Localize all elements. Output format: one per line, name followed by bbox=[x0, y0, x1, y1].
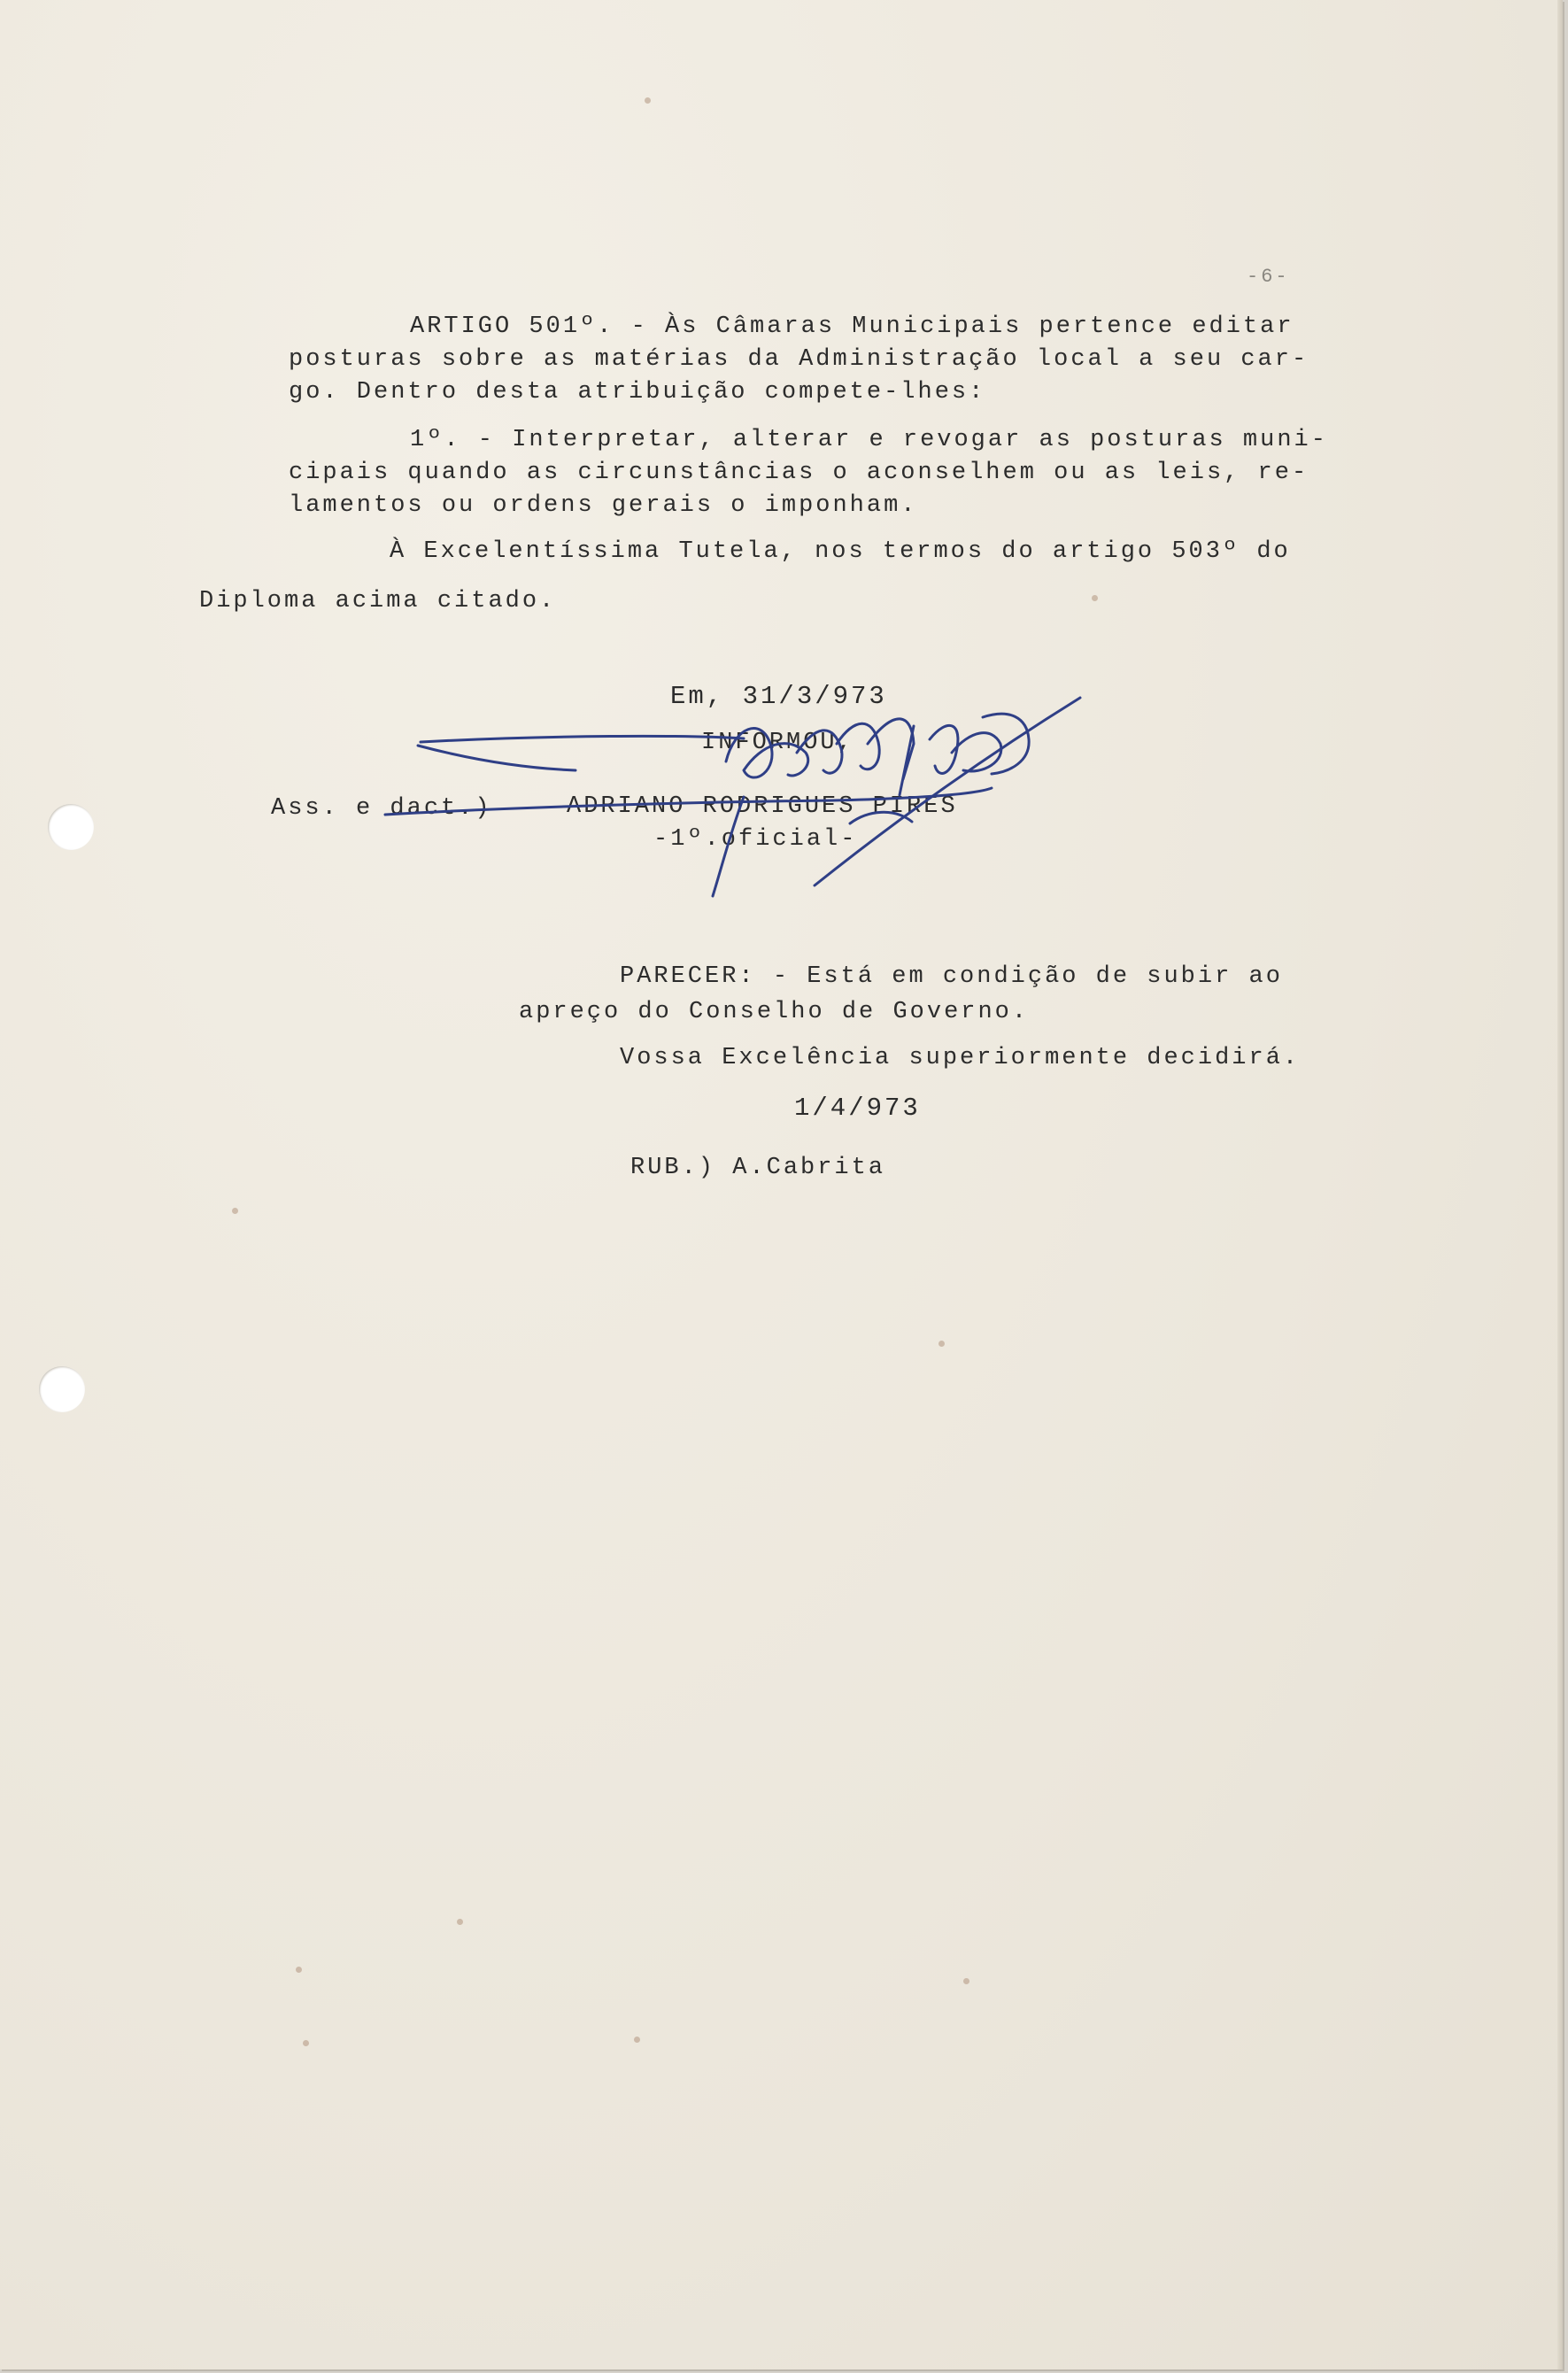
item-line-1: 1º. - Interpretar, alterar e revogar as posturas muni- bbox=[410, 427, 1328, 453]
artigo-line-2: posturas sobre as matérias da Administração local a seu car- bbox=[289, 346, 1309, 373]
tutela-line-1: À Excelentíssima Tutela, nos termos do artigo 503º do bbox=[390, 538, 1291, 565]
informacao-date: Em, 31/3/973 bbox=[670, 682, 887, 711]
tutela-line-2: Diploma acima citado. bbox=[199, 588, 557, 615]
informou-label: INFORMOU, bbox=[701, 730, 854, 756]
handwritten-signature bbox=[372, 691, 1098, 903]
stain-mark bbox=[645, 97, 651, 104]
stain-mark bbox=[963, 1978, 969, 1984]
stain-mark bbox=[303, 2040, 309, 2046]
item-line-2: cipais quando as circunstâncias o aconselhem ou as leis, re- bbox=[289, 460, 1309, 486]
punch-hole-bottom bbox=[39, 1366, 85, 1412]
item-line-3: lamentos ou ordens gerais o imponham. bbox=[289, 492, 918, 519]
parecer-line-1: PARECER: - Está em condição de subir ao bbox=[620, 963, 1283, 990]
rubrica: RUB.) A.Cabrita bbox=[630, 1155, 886, 1181]
artigo-line-1: ARTIGO 501º. - Às Câmaras Municipais pertence editar bbox=[410, 313, 1294, 340]
artigo-line-3: go. Dentro desta atribuição compete-lhes: bbox=[289, 379, 986, 406]
parecer-date: 1/4/973 bbox=[794, 1094, 921, 1123]
stain-mark bbox=[938, 1341, 945, 1347]
stain-mark bbox=[634, 2037, 640, 2043]
stain-mark bbox=[457, 1919, 463, 1925]
page-number: -6- bbox=[1247, 266, 1290, 288]
punch-hole-top bbox=[48, 804, 94, 850]
stain-mark bbox=[1092, 595, 1098, 601]
stain-mark bbox=[296, 1967, 302, 1973]
parecer-line-3: Vossa Excelência superiormente decidirá. bbox=[620, 1045, 1301, 1071]
signer-role: -1º.oficial- bbox=[653, 826, 858, 853]
stain-mark bbox=[232, 1208, 238, 1214]
paper-edge bbox=[1557, 0, 1563, 2369]
signer-name: ADRIANO RODRIGUES PIRES bbox=[567, 793, 958, 820]
parecer-line-2: apreço do Conselho de Governo. bbox=[519, 999, 1030, 1025]
ass-dact-label: Ass. e dact.) bbox=[271, 795, 492, 822]
